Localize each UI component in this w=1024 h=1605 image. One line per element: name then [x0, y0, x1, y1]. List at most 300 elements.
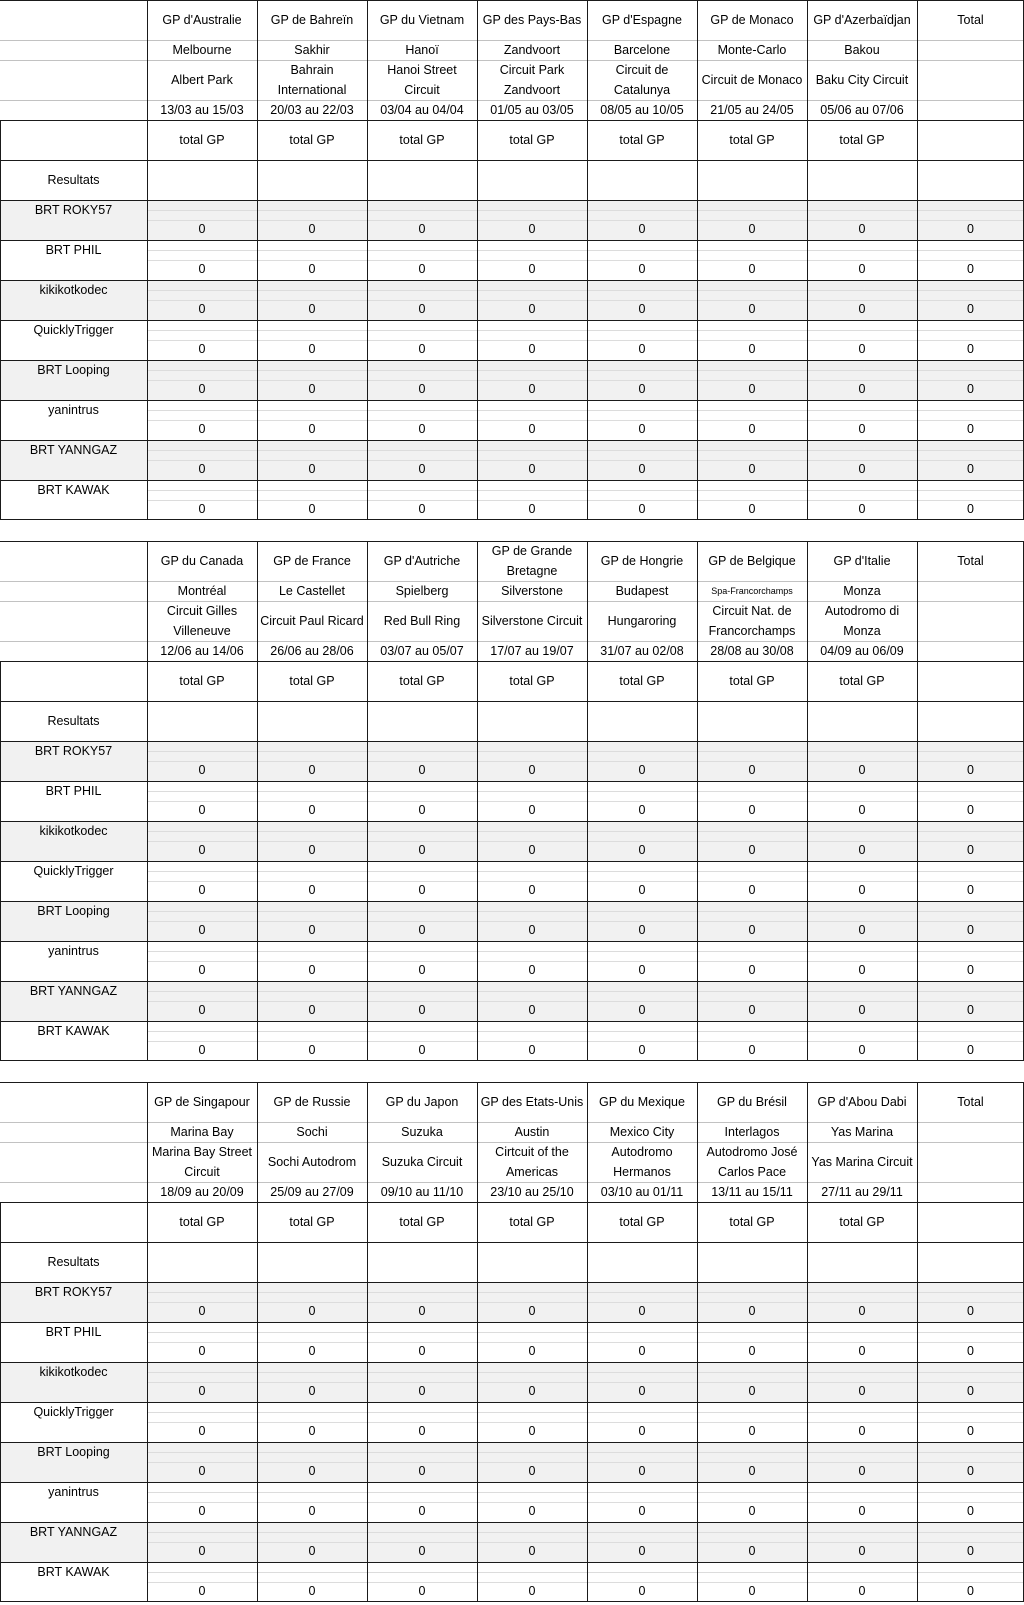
gp-city[interactable]: Zandvoort	[503, 43, 561, 57]
player-score[interactable]: 0	[638, 262, 646, 276]
total-gp-label[interactable]: total GP	[729, 1215, 775, 1229]
player-name[interactable]: BRT YANNGAZ	[29, 984, 118, 998]
player-name[interactable]: BRT ROKY57	[34, 744, 113, 758]
player-score[interactable]: 0	[308, 422, 316, 436]
gp-dates[interactable]: 03/10 au 01/11	[600, 1185, 684, 1199]
player-score[interactable]: 0	[748, 1464, 756, 1478]
gp-dates[interactable]: 25/09 au 27/09	[270, 1185, 354, 1199]
total-gp-label[interactable]: total GP	[619, 133, 665, 147]
gp-city[interactable]: Barcelone	[613, 43, 671, 57]
player-score[interactable]: 0	[418, 1304, 426, 1318]
gp-circuit[interactable]: Circuit Paul Ricard	[260, 614, 364, 628]
player-score[interactable]: 0	[858, 1003, 866, 1017]
player-total[interactable]: 0	[967, 1043, 974, 1057]
player-score[interactable]: 0	[418, 1504, 426, 1518]
gp-circuit[interactable]: Albert Park	[171, 73, 233, 87]
player-score[interactable]: 0	[528, 923, 536, 937]
player-score[interactable]: 0	[638, 502, 646, 516]
player-name[interactable]: BRT KAWAK	[37, 1565, 110, 1579]
player-score[interactable]: 0	[308, 462, 316, 476]
gp-dates[interactable]: 09/10 au 11/10	[380, 1185, 464, 1199]
player-score[interactable]: 0	[418, 1544, 426, 1558]
player-total[interactable]: 0	[967, 302, 974, 316]
total-gp-label[interactable]: total GP	[509, 133, 555, 147]
player-score[interactable]: 0	[748, 1304, 756, 1318]
gp-dates[interactable]: 27/11 au 29/11	[821, 1185, 903, 1199]
total-gp-label[interactable]: total GP	[619, 1215, 665, 1229]
total-gp-label[interactable]: total GP	[509, 1215, 555, 1229]
total-gp-label[interactable]: total GP	[729, 133, 775, 147]
player-name[interactable]: BRT ROKY57	[34, 203, 113, 217]
gp-dates[interactable]: 04/09 au 06/09	[820, 644, 904, 658]
player-score[interactable]: 0	[638, 1424, 646, 1438]
player-score[interactable]: 0	[418, 963, 426, 977]
player-score[interactable]: 0	[638, 342, 646, 356]
gp-name[interactable]: GP de France	[273, 554, 351, 568]
player-score[interactable]: 0	[528, 342, 536, 356]
player-score[interactable]: 0	[418, 1464, 426, 1478]
player-score[interactable]: 0	[308, 1344, 316, 1358]
player-score[interactable]: 0	[198, 1424, 206, 1438]
gp-circuit[interactable]: Red Bull Ring	[383, 614, 461, 628]
player-score[interactable]: 0	[528, 883, 536, 897]
player-score[interactable]: 0	[748, 1504, 756, 1518]
gp-city[interactable]: Melbourne	[172, 43, 232, 57]
player-total[interactable]: 0	[967, 963, 974, 977]
player-total[interactable]: 0	[967, 1344, 974, 1358]
player-score[interactable]: 0	[528, 1464, 536, 1478]
player-score[interactable]: 0	[198, 382, 206, 396]
player-name[interactable]: BRT YANNGAZ	[29, 1525, 118, 1539]
total-gp-label[interactable]: total GP	[399, 1215, 445, 1229]
player-score[interactable]: 0	[198, 462, 206, 476]
player-name[interactable]: kikikotkodec	[39, 283, 108, 297]
gp-dates[interactable]: 26/06 au 28/06	[270, 644, 354, 658]
player-score[interactable]: 0	[198, 1344, 206, 1358]
player-total[interactable]: 0	[967, 1424, 974, 1438]
player-score[interactable]: 0	[748, 382, 756, 396]
player-score[interactable]: 0	[748, 262, 756, 276]
player-score[interactable]: 0	[638, 1043, 646, 1057]
player-score[interactable]: 0	[858, 1544, 866, 1558]
player-name[interactable]: BRT PHIL	[45, 243, 102, 257]
player-score[interactable]: 0	[418, 262, 426, 276]
player-score[interactable]: 0	[418, 422, 426, 436]
player-score[interactable]: 0	[858, 763, 866, 777]
player-score[interactable]: 0	[528, 843, 536, 857]
player-score[interactable]: 0	[528, 302, 536, 316]
total-gp-label[interactable]: total GP	[179, 133, 225, 147]
gp-circuit[interactable]: Autodromo Hermanos	[611, 1145, 673, 1179]
player-score[interactable]: 0	[748, 1424, 756, 1438]
gp-dates[interactable]: 21/05 au 24/05	[710, 103, 794, 117]
player-score[interactable]: 0	[198, 1003, 206, 1017]
player-score[interactable]: 0	[638, 1464, 646, 1478]
player-score[interactable]: 0	[638, 1304, 646, 1318]
player-name[interactable]: kikikotkodec	[39, 824, 108, 838]
player-score[interactable]: 0	[858, 1424, 866, 1438]
gp-circuit[interactable]: Autodromo José Carlos Pace	[706, 1145, 798, 1179]
gp-circuit[interactable]: Baku City Circuit	[815, 73, 909, 87]
player-score[interactable]: 0	[528, 803, 536, 817]
total-gp-label[interactable]: total GP	[179, 674, 225, 688]
player-name[interactable]: QuicklyTrigger	[33, 1405, 114, 1419]
player-score[interactable]: 0	[748, 923, 756, 937]
player-total[interactable]: 0	[967, 382, 974, 396]
player-score[interactable]: 0	[308, 1003, 316, 1017]
gp-circuit[interactable]: Bahrain International	[277, 63, 347, 97]
player-score[interactable]: 0	[638, 1344, 646, 1358]
player-score[interactable]: 0	[528, 763, 536, 777]
gp-name[interactable]: GP de Russie	[273, 1095, 351, 1109]
player-score[interactable]: 0	[198, 262, 206, 276]
player-score[interactable]: 0	[528, 422, 536, 436]
player-score[interactable]: 0	[308, 803, 316, 817]
total-header[interactable]: Total	[957, 554, 984, 568]
gp-name[interactable]: GP d'Espagne	[602, 13, 682, 27]
gp-circuit[interactable]: Yas Marina Circuit	[811, 1155, 913, 1169]
player-score[interactable]: 0	[638, 763, 646, 777]
gp-dates[interactable]: 13/03 au 15/03	[160, 103, 244, 117]
player-score[interactable]: 0	[308, 342, 316, 356]
player-score[interactable]: 0	[528, 1544, 536, 1558]
player-score[interactable]: 0	[308, 222, 316, 236]
player-name[interactable]: yanintrus	[48, 944, 99, 958]
player-score[interactable]: 0	[748, 1544, 756, 1558]
gp-circuit[interactable]: Hungaroring	[607, 614, 677, 628]
gp-circuit[interactable]: Circuit Gilles Villeneuve	[166, 604, 238, 638]
player-total[interactable]: 0	[967, 843, 974, 857]
gp-city[interactable]: Monte-Carlo	[717, 43, 787, 57]
player-total[interactable]: 0	[967, 502, 974, 516]
gp-dates[interactable]: 28/08 au 30/08	[710, 644, 794, 658]
gp-name[interactable]: GP d'Autriche	[383, 554, 461, 568]
player-score[interactable]: 0	[638, 1003, 646, 1017]
player-name[interactable]: BRT Looping	[37, 1445, 110, 1459]
player-total[interactable]: 0	[967, 1584, 974, 1598]
player-score[interactable]: 0	[748, 302, 756, 316]
player-total[interactable]: 0	[967, 462, 974, 476]
player-score[interactable]: 0	[748, 222, 756, 236]
player-score[interactable]: 0	[748, 803, 756, 817]
total-gp-label[interactable]: total GP	[179, 1215, 225, 1229]
gp-name[interactable]: GP d'Azerbaïdjan	[813, 13, 911, 27]
player-score[interactable]: 0	[748, 1003, 756, 1017]
gp-circuit[interactable]: Circuit de Monaco	[701, 73, 803, 87]
gp-name[interactable]: GP de Monaco	[710, 13, 794, 27]
gp-name[interactable]: GP du Mexique	[599, 1095, 685, 1109]
player-score[interactable]: 0	[418, 342, 426, 356]
player-score[interactable]: 0	[858, 1464, 866, 1478]
player-total[interactable]: 0	[967, 342, 974, 356]
gp-dates[interactable]: 01/05 au 03/05	[490, 103, 574, 117]
player-total[interactable]: 0	[967, 1384, 974, 1398]
player-score[interactable]: 0	[748, 763, 756, 777]
player-score[interactable]: 0	[308, 1043, 316, 1057]
gp-dates[interactable]: 20/03 au 22/03	[270, 103, 354, 117]
total-gp-label[interactable]: total GP	[839, 133, 885, 147]
results-label[interactable]: Resultats	[47, 714, 100, 728]
player-score[interactable]: 0	[198, 1544, 206, 1558]
total-gp-label[interactable]: total GP	[399, 133, 445, 147]
player-score[interactable]: 0	[418, 222, 426, 236]
player-score[interactable]: 0	[858, 422, 866, 436]
player-score[interactable]: 0	[638, 1504, 646, 1518]
player-score[interactable]: 0	[748, 1384, 756, 1398]
player-score[interactable]: 0	[418, 1384, 426, 1398]
player-total[interactable]: 0	[967, 1304, 974, 1318]
player-score[interactable]: 0	[418, 382, 426, 396]
player-score[interactable]: 0	[418, 302, 426, 316]
gp-dates[interactable]: 18/09 au 20/09	[160, 1185, 244, 1199]
gp-name[interactable]: GP de Belgique	[708, 554, 796, 568]
player-total[interactable]: 0	[967, 1464, 974, 1478]
player-score[interactable]: 0	[858, 843, 866, 857]
player-score[interactable]: 0	[748, 462, 756, 476]
player-score[interactable]: 0	[198, 843, 206, 857]
total-gp-label[interactable]: total GP	[839, 674, 885, 688]
player-score[interactable]: 0	[308, 1504, 316, 1518]
gp-circuit[interactable]: Cirtcuit of the Americas	[495, 1145, 569, 1179]
player-score[interactable]: 0	[638, 843, 646, 857]
player-score[interactable]: 0	[308, 502, 316, 516]
player-score[interactable]: 0	[308, 382, 316, 396]
player-total[interactable]: 0	[967, 1003, 974, 1017]
player-score[interactable]: 0	[308, 1464, 316, 1478]
gp-name[interactable]: GP d'Italie	[833, 554, 891, 568]
player-score[interactable]: 0	[528, 502, 536, 516]
gp-city[interactable]: Monza	[843, 584, 881, 598]
player-score[interactable]: 0	[198, 422, 206, 436]
player-score[interactable]: 0	[198, 963, 206, 977]
player-score[interactable]: 0	[748, 963, 756, 977]
results-label[interactable]: Resultats	[47, 1255, 100, 1269]
player-score[interactable]: 0	[308, 262, 316, 276]
player-score[interactable]: 0	[528, 963, 536, 977]
player-score[interactable]: 0	[638, 382, 646, 396]
player-score[interactable]: 0	[308, 763, 316, 777]
gp-dates[interactable]: 08/05 au 10/05	[600, 103, 684, 117]
gp-name[interactable]: GP du Vietnam	[379, 13, 465, 27]
player-score[interactable]: 0	[308, 1304, 316, 1318]
player-score[interactable]: 0	[528, 1304, 536, 1318]
player-score[interactable]: 0	[528, 1424, 536, 1438]
total-gp-label[interactable]: total GP	[399, 674, 445, 688]
player-score[interactable]: 0	[418, 462, 426, 476]
player-score[interactable]: 0	[418, 1424, 426, 1438]
player-score[interactable]: 0	[308, 923, 316, 937]
player-name[interactable]: QuicklyTrigger	[33, 323, 114, 337]
gp-name[interactable]: GP des Etats-Unis	[480, 1095, 584, 1109]
gp-city[interactable]: Mexico City	[609, 1125, 675, 1139]
player-score[interactable]: 0	[308, 1584, 316, 1598]
player-score[interactable]: 0	[638, 963, 646, 977]
player-score[interactable]: 0	[858, 1504, 866, 1518]
player-score[interactable]: 0	[748, 843, 756, 857]
gp-name[interactable]: GP du Japon	[385, 1095, 459, 1109]
gp-name[interactable]: GP de Bahreïn	[270, 13, 354, 27]
gp-city[interactable]: Spa-Francorchamps	[711, 586, 793, 596]
player-score[interactable]: 0	[638, 1584, 646, 1598]
gp-city[interactable]: Austin	[514, 1125, 550, 1139]
player-name[interactable]: BRT PHIL	[45, 784, 102, 798]
gp-city[interactable]: Sakhir	[294, 43, 330, 57]
player-score[interactable]: 0	[198, 1584, 206, 1598]
gp-city[interactable]: Marina Bay	[170, 1125, 234, 1139]
player-score[interactable]: 0	[858, 1384, 866, 1398]
player-score[interactable]: 0	[308, 883, 316, 897]
player-total[interactable]: 0	[967, 923, 974, 937]
player-name[interactable]: QuicklyTrigger	[33, 864, 114, 878]
player-score[interactable]: 0	[198, 1043, 206, 1057]
player-score[interactable]: 0	[418, 502, 426, 516]
player-score[interactable]: 0	[858, 803, 866, 817]
player-score[interactable]: 0	[858, 302, 866, 316]
total-header[interactable]: Total	[957, 13, 984, 27]
gp-circuit[interactable]: Silverstone Circuit	[481, 614, 583, 628]
player-score[interactable]: 0	[858, 1344, 866, 1358]
player-score[interactable]: 0	[308, 1424, 316, 1438]
player-score[interactable]: 0	[748, 342, 756, 356]
gp-name[interactable]: GP d'Abou Dabi	[817, 1095, 907, 1109]
player-score[interactable]: 0	[198, 302, 206, 316]
player-total[interactable]: 0	[967, 883, 974, 897]
player-score[interactable]: 0	[308, 302, 316, 316]
player-score[interactable]: 0	[858, 1043, 866, 1057]
player-score[interactable]: 0	[858, 222, 866, 236]
player-score[interactable]: 0	[638, 1384, 646, 1398]
player-score[interactable]: 0	[748, 502, 756, 516]
gp-circuit[interactable]: Autodromo di Monza	[824, 604, 900, 638]
player-score[interactable]: 0	[198, 1464, 206, 1478]
player-score[interactable]: 0	[198, 1304, 206, 1318]
player-score[interactable]: 0	[528, 1584, 536, 1598]
player-total[interactable]: 0	[967, 763, 974, 777]
player-score[interactable]: 0	[418, 883, 426, 897]
gp-city[interactable]: Bakou	[844, 43, 880, 57]
player-score[interactable]: 0	[198, 222, 206, 236]
player-score[interactable]: 0	[198, 763, 206, 777]
player-score[interactable]: 0	[858, 382, 866, 396]
player-score[interactable]: 0	[858, 923, 866, 937]
gp-name[interactable]: GP des Pays-Bas	[482, 13, 582, 27]
player-score[interactable]: 0	[308, 843, 316, 857]
player-score[interactable]: 0	[638, 803, 646, 817]
gp-dates[interactable]: 31/07 au 02/08	[600, 644, 684, 658]
player-score[interactable]: 0	[858, 502, 866, 516]
gp-name[interactable]: GP du Brésil	[717, 1095, 787, 1109]
player-score[interactable]: 0	[858, 462, 866, 476]
gp-circuit[interactable]: Circuit Park Zandvoort	[499, 63, 565, 97]
player-score[interactable]: 0	[528, 222, 536, 236]
gp-city[interactable]: Sochi	[296, 1125, 328, 1139]
gp-dates[interactable]: 03/07 au 05/07	[380, 644, 464, 658]
player-score[interactable]: 0	[308, 1544, 316, 1558]
player-total[interactable]: 0	[967, 1544, 974, 1558]
player-score[interactable]: 0	[858, 1304, 866, 1318]
gp-city[interactable]: Interlagos	[724, 1125, 780, 1139]
player-name[interactable]: BRT ROKY57	[34, 1285, 113, 1299]
gp-circuit[interactable]: Marina Bay Street Circuit	[151, 1145, 253, 1179]
player-score[interactable]: 0	[638, 923, 646, 937]
player-score[interactable]: 0	[638, 883, 646, 897]
player-score[interactable]: 0	[528, 1344, 536, 1358]
player-score[interactable]: 0	[198, 923, 206, 937]
gp-circuit[interactable]: Circuit Nat. de Francorchamps	[708, 604, 796, 638]
player-score[interactable]: 0	[638, 422, 646, 436]
player-score[interactable]: 0	[858, 1584, 866, 1598]
player-score[interactable]: 0	[638, 462, 646, 476]
player-score[interactable]: 0	[418, 803, 426, 817]
gp-dates[interactable]: 23/10 au 25/10	[490, 1185, 574, 1199]
player-score[interactable]: 0	[528, 262, 536, 276]
player-total[interactable]: 0	[967, 262, 974, 276]
player-name[interactable]: BRT Looping	[37, 363, 110, 377]
player-name[interactable]: BRT PHIL	[45, 1325, 102, 1339]
gp-dates[interactable]: 13/11 au 15/11	[711, 1185, 793, 1199]
gp-name[interactable]: GP de Grande Bretagne	[491, 544, 573, 578]
gp-dates[interactable]: 12/06 au 14/06	[160, 644, 244, 658]
total-gp-label[interactable]: total GP	[839, 1215, 885, 1229]
total-gp-label[interactable]: total GP	[509, 674, 555, 688]
player-score[interactable]: 0	[198, 883, 206, 897]
gp-city[interactable]: Spielberg	[395, 584, 449, 598]
player-score[interactable]: 0	[198, 342, 206, 356]
player-score[interactable]: 0	[418, 923, 426, 937]
player-score[interactable]: 0	[858, 262, 866, 276]
player-score[interactable]: 0	[308, 963, 316, 977]
player-name[interactable]: BRT KAWAK	[37, 483, 110, 497]
gp-dates[interactable]: 05/06 au 07/06	[820, 103, 904, 117]
player-total[interactable]: 0	[967, 1504, 974, 1518]
total-gp-label[interactable]: total GP	[289, 674, 335, 688]
player-score[interactable]: 0	[418, 843, 426, 857]
player-score[interactable]: 0	[418, 1344, 426, 1358]
player-name[interactable]: yanintrus	[48, 1485, 99, 1499]
player-score[interactable]: 0	[528, 1504, 536, 1518]
player-score[interactable]: 0	[528, 1043, 536, 1057]
player-score[interactable]: 0	[748, 1344, 756, 1358]
total-gp-label[interactable]: total GP	[289, 133, 335, 147]
player-score[interactable]: 0	[528, 382, 536, 396]
total-header[interactable]: Total	[957, 1095, 984, 1109]
gp-circuit[interactable]: Suzuka Circuit	[381, 1155, 463, 1169]
player-score[interactable]: 0	[198, 803, 206, 817]
player-score[interactable]: 0	[418, 763, 426, 777]
gp-name[interactable]: GP d'Australie	[162, 13, 242, 27]
total-gp-label[interactable]: total GP	[619, 674, 665, 688]
gp-circuit[interactable]: Hanoi Street Circuit	[387, 63, 457, 97]
player-score[interactable]: 0	[638, 1544, 646, 1558]
gp-city[interactable]: Hanoï	[405, 43, 439, 57]
gp-name[interactable]: GP de Hongrie	[600, 554, 684, 568]
player-score[interactable]: 0	[528, 1384, 536, 1398]
player-score[interactable]: 0	[198, 1384, 206, 1398]
gp-city[interactable]: Montréal	[177, 584, 227, 598]
player-score[interactable]: 0	[748, 422, 756, 436]
player-score[interactable]: 0	[748, 1043, 756, 1057]
player-score[interactable]: 0	[418, 1003, 426, 1017]
player-total[interactable]: 0	[967, 222, 974, 236]
gp-city[interactable]: Silverstone	[501, 584, 563, 598]
gp-city[interactable]: Suzuka	[401, 1125, 443, 1139]
player-score[interactable]: 0	[858, 963, 866, 977]
gp-name[interactable]: GP du Canada	[160, 554, 244, 568]
player-name[interactable]: yanintrus	[48, 403, 99, 417]
gp-city[interactable]: Budapest	[615, 584, 669, 598]
player-score[interactable]: 0	[638, 222, 646, 236]
player-name[interactable]: BRT KAWAK	[37, 1024, 110, 1038]
